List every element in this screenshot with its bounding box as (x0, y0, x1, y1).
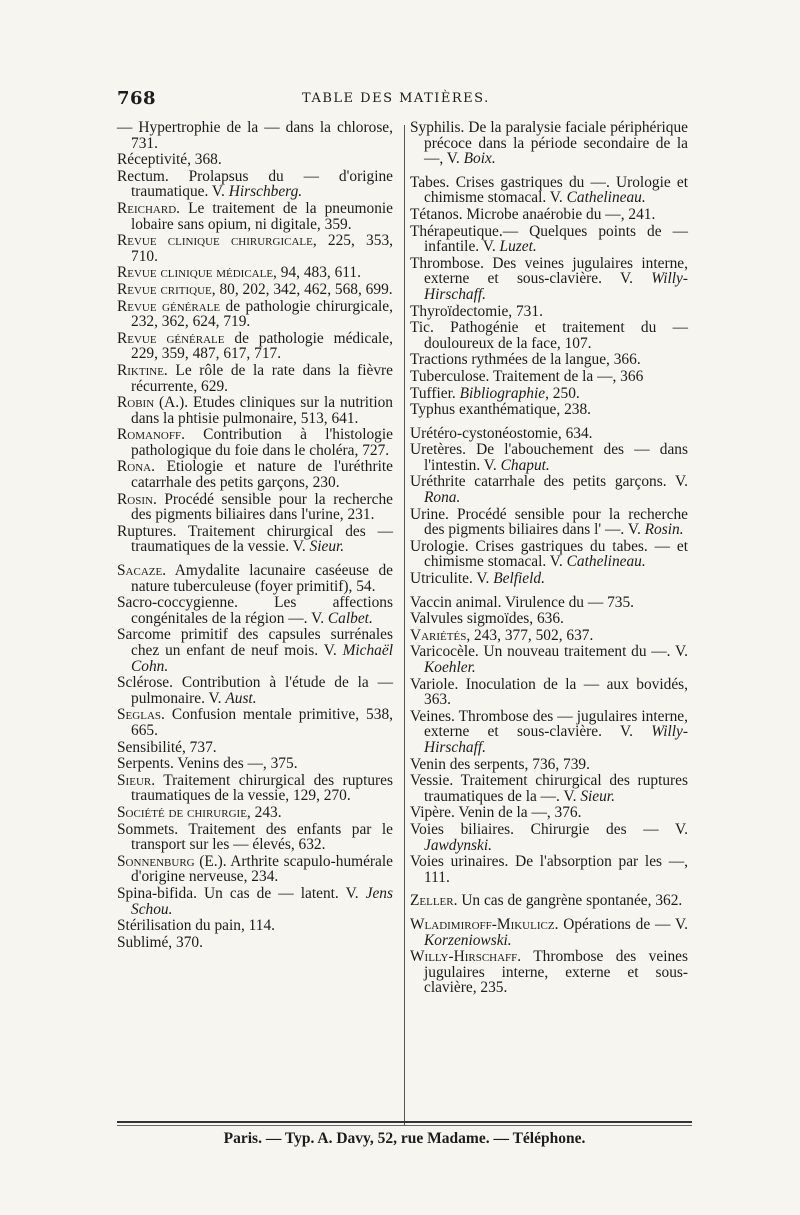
index-entry (410, 611, 688, 627)
entry-text: Tabes. Crises gastriques du —. Urologie et chimisme stomacal. V. (410, 173, 688, 207)
entry-text: Spina-bifida. Un cas de — latent. V. (117, 884, 366, 902)
index-entry (117, 459, 393, 490)
entry-reference: Sieur. (309, 538, 345, 556)
entry-text: Urine. Procédé sensible pour la recherche des pigments biliaires dans l' —. V. (410, 505, 688, 539)
entry-author: Revue générale (117, 329, 225, 347)
index-entry (410, 917, 688, 948)
page-header (117, 88, 692, 112)
entry-reference: Sieur. (580, 787, 615, 805)
entry-text: Sacro-coccygienne. Les affections congénitales de la région —. V. (117, 594, 393, 627)
index-entry (410, 224, 688, 255)
entry-text: (E.). Arthrite scapulo-humérale d'origine nerveuse, 234. (131, 852, 393, 886)
index-entry (410, 644, 688, 675)
entry-reference: Aust. (225, 689, 257, 707)
index-entry (117, 265, 393, 281)
index-entry (117, 773, 393, 804)
entry-author: Zeller (410, 892, 454, 910)
entry-reference: Belfield. (493, 570, 545, 588)
entry-text: . Thrombose des veines jugulaires interne, externe et sous-clavière, 235. (424, 948, 688, 997)
index-entry (410, 893, 688, 909)
index-entry (410, 757, 688, 773)
index-entry (117, 627, 393, 674)
entry-text: Réceptivité, 368. (117, 151, 222, 169)
entry-reference: Koehler. (424, 659, 476, 676)
index-entry (117, 363, 393, 394)
entry-reference: Willy-Hirschaff. (424, 270, 688, 303)
entry-author: Sacaze (117, 562, 163, 580)
entry-text: Tuffier. (410, 384, 460, 402)
entry-text: Venin des serpents, 736, 739. (410, 755, 590, 773)
index-entry (410, 256, 688, 303)
entry-text: Voies biliaires. Chirurgie des — V. (410, 820, 688, 838)
entry-text: , 243, 377, 502, 637. (466, 626, 594, 644)
entry-text: Sarcome primitif des capsules surrénales chez un enfant de neuf mois. V. (117, 626, 393, 659)
page-number: 768 (117, 88, 157, 109)
entry-text: . Amydalite lacunaire caséeuse de nature tuberculeuse (foyer primitif), 54. (131, 562, 393, 595)
entry-text: Urétéro-cystonéostomie, 634. (410, 424, 593, 442)
index-entry (410, 120, 688, 167)
entry-text: Uretères. De l'abouchement des — dans l'intestin. V. (410, 441, 688, 474)
entry-text: Sommets. Traitement des enfants par le transport sur les — élevés, 632. (117, 820, 393, 854)
entry-reference: Chaput. (500, 456, 550, 474)
index-entry (410, 595, 688, 611)
entry-text: , 225, 353, 710. (131, 232, 393, 265)
index-entry (410, 507, 688, 538)
entry-text: Sublimé, 370. (117, 933, 203, 951)
entry-text: Urologie. Crises gastriques du tabes. — et chimisme stomacal. V. (410, 537, 688, 571)
index-entry (410, 402, 688, 418)
index-entry (117, 756, 393, 772)
entry-author: Riktine (117, 361, 164, 379)
index-column-left (117, 120, 393, 951)
entry-text: Valvules sigmoïdes, 636. (410, 610, 564, 628)
index-entry (117, 918, 393, 934)
index-entry (117, 805, 393, 821)
index-entry (410, 773, 688, 804)
running-title: TABLE DES MATIÈRES. (302, 91, 490, 106)
index-entry (410, 352, 688, 368)
index-entry (117, 822, 393, 853)
entry-author: Rona (117, 458, 152, 476)
entry-author: Revue critique (117, 280, 212, 298)
entry-reference: Rona. (424, 489, 461, 507)
entry-author: Wladimiroff-Mikulicz (410, 915, 555, 933)
entry-text: , 94, 483, 611. (273, 264, 361, 282)
entry-text: . Le rôle de la rate dans la fièvre récurrente, 629. (131, 361, 393, 395)
entry-author: Rosin (117, 490, 153, 508)
index-entry (410, 474, 688, 505)
index-entry (117, 675, 393, 706)
entry-text: Sensibilité, 737. (117, 738, 217, 756)
entry-text: (A.). Etudes cliniques sur la nutrition dans la phtisie pulmonaire, 513, 641. (131, 394, 393, 427)
entry-author: Revue clinique chirurgicale (117, 232, 313, 250)
entry-author: Willy-Hirschaff (410, 948, 518, 966)
entry-author: Seglas (117, 706, 162, 724)
entry-author: Sieur (117, 771, 152, 789)
index-entry (410, 822, 688, 853)
entry-text: Thérapeutique.— Quelques points de — infantile. V. (410, 222, 688, 256)
index-entry (117, 854, 393, 885)
entry-author: Variétés (410, 626, 467, 644)
entry-reference: Hirschberg. (228, 183, 303, 201)
entry-reference: Michaël Cohn. (131, 642, 393, 675)
index-entry (410, 175, 688, 206)
entry-author: Romanoff (117, 426, 182, 444)
index-entry (117, 740, 393, 756)
index-entry (410, 426, 688, 442)
entry-text: Vessie. Traitement chirurgical des ruptures traumatiques de la —. V. (410, 772, 688, 805)
entry-text: Syphilis. De la paralysie faciale périphérique précoce dans la période secondaire de la —, V. (410, 119, 688, 168)
entry-text: Tétanos. Microbe anaérobie du —, 241. (410, 205, 656, 223)
index-entry (410, 854, 688, 885)
index-entry (410, 539, 688, 570)
index-entry (410, 207, 688, 223)
entry-reference: Cathelineau. (566, 553, 646, 571)
entry-text: de pathologie chirurgicale, 232, 362, 624, 719. (131, 297, 393, 331)
entry-text: — Hypertrophie de la — dans la chlorose, 731. (117, 119, 393, 152)
entry-text: Varicocèle. Un nouveau traitement du —. V. (410, 643, 688, 661)
entry-text: Sclérose. Contribution à l'étude de la — pulmonaire. V. (117, 674, 393, 707)
entry-text: . Contribution à l'histologie pathologique du foie dans le choléra, 727. (131, 426, 393, 459)
entry-text: . Procédé sensible pour la recherche des pigments biliaires dans l'urine, 231. (131, 490, 393, 524)
index-entry (117, 395, 393, 426)
entry-text: . Opérations de — V. (554, 915, 688, 933)
entry-text: Stérilisation du pain, 114. (117, 917, 276, 935)
entry-text: Rectum. Prolapsus du — d'origine traumatique. V. (117, 167, 393, 201)
index-entry (410, 949, 688, 996)
entry-author: Robin (117, 394, 155, 412)
index-entry (117, 282, 393, 298)
entry-text: Vaccin animal. Virulence du — 735. (410, 593, 635, 611)
index-entry (117, 524, 393, 555)
entry-author: Société de chirurgie (117, 803, 247, 821)
index-entry (117, 492, 393, 523)
entry-reference: Bibliographie (459, 384, 546, 402)
printer-colophon: Paris. — Typ. A. Davy, 52, rue Madame. — Téléphone. (223, 1130, 586, 1147)
index-entry (117, 169, 393, 200)
entry-reference: Boix. (463, 150, 496, 168)
entry-text: Veines. Thrombose des — jugulaires interne, externe et sous-clavière. V. (410, 707, 688, 741)
entry-author: Revue générale (117, 297, 221, 315)
index-entry (117, 299, 393, 330)
index-entry (117, 152, 393, 168)
entry-text: . Un cas de gangrène spontanée, 362. (453, 892, 683, 910)
entry-reference: Jens Schou. (131, 884, 393, 918)
entry-text: Ruptures. Traitement chirurgical des — traumatiques de la vessie. V. (117, 522, 393, 556)
entry-text: Typhus exanthématique, 238. (410, 401, 592, 419)
entry-reference: Luzet. (499, 238, 537, 256)
column-divider (404, 125, 405, 1125)
index-entry (117, 707, 393, 738)
entry-text: Thyroïdectomie, 731. (410, 302, 543, 320)
index-entry (117, 886, 393, 917)
entry-text: Tuberculose. Traitement de la —, 366 (410, 367, 644, 385)
entry-author: Reichard (117, 199, 177, 217)
entry-text: Thrombose. Des veines jugulaires interne, externe et sous-clavière. V. (410, 254, 688, 288)
index-entry (410, 386, 688, 402)
index-entry (117, 427, 393, 458)
entry-text: de pathologie médicale, 229, 359, 487, 617, 717. (131, 329, 393, 363)
entry-text: Uréthrite catarrhale des petits garçons. V. (410, 473, 688, 491)
index-entry (410, 304, 688, 320)
entry-reference: Willy-Hirschaff. (424, 723, 688, 756)
entry-text: Serpents. Venins des —, 375. (117, 755, 298, 773)
entry-reference: Jawdynski. (424, 836, 492, 854)
index-entry (410, 628, 688, 644)
entry-text: , 243. (246, 803, 282, 821)
entry-text: , 80, 202, 342, 462, 568, 699. (211, 280, 393, 298)
entry-text: Utriculite. V. (410, 570, 494, 588)
index-entry (117, 563, 393, 594)
index-entry (410, 320, 688, 351)
entry-author: Sonnenburg (117, 852, 195, 870)
entry-text-tail: , 250. (545, 384, 580, 402)
entry-reference: Rosin. (644, 521, 684, 539)
entry-text: Variole. Inoculation de la — aux bovidés, 363. (410, 675, 688, 709)
index-entry (410, 442, 688, 473)
index-entry (410, 805, 688, 821)
entry-text: Voies urinaires. De l'absorption par les —, 111. (410, 853, 688, 886)
index-entry (410, 677, 688, 708)
entry-text: . Etiologie et nature de l'uréthrite catarrhale des petits garçons, 230. (131, 458, 393, 492)
footer-rule-thin (117, 1125, 692, 1126)
entry-text: . Le traitement de la pneumonie lobaire sans opium, ni digitale, 359. (131, 199, 393, 233)
index-column-right (410, 120, 688, 997)
entry-text: Vipère. Venin de la —, 376. (410, 804, 582, 822)
index-entry (117, 935, 393, 951)
index-entry (117, 120, 393, 151)
entry-text: . Confusion mentale primitive, 538, 665. (131, 706, 393, 739)
entry-text: Tic. Pathogénie et traitement du — douloureux de la face, 107. (410, 319, 688, 352)
entry-author: Revue clinique médicale (117, 264, 274, 282)
index-entry (410, 571, 688, 587)
entry-reference: Calbet. (327, 609, 373, 627)
entry-reference: Cathelineau. (566, 189, 646, 207)
index-entry (117, 595, 393, 626)
index-entry (117, 331, 393, 362)
entry-text: . Traitement chirurgical des ruptures traumatiques de la vessie, 129, 270. (131, 771, 393, 805)
entry-reference: Korzeniowski. (424, 931, 512, 949)
index-entry (410, 369, 688, 385)
entry-text: Tractions rythmées de la langue, 366. (410, 351, 641, 369)
index-entry (117, 233, 393, 264)
footer-rule (117, 1121, 692, 1123)
index-entry (117, 201, 393, 232)
index-entry (410, 709, 688, 756)
